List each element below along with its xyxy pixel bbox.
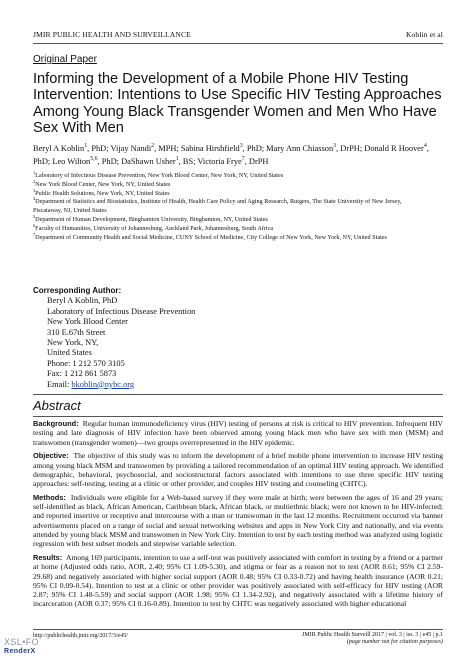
author-degree: , PhD; [33,144,429,166]
author [197,157,268,166]
author [52,157,121,166]
author-affiliation-mark: 1 [84,143,88,150]
affiliation-text: Faculty of Humanities, University of Johannesburg, Auckland Park, Johannesburg, South Africa [35,224,274,232]
corresponding-line: Laboratory of Infectious Disease Prevention [47,306,196,316]
affiliation-number: 5 [33,213,36,219]
affiliation [33,178,444,190]
footer-rule [33,629,443,630]
author-affiliation-mark: 3 [239,143,243,150]
affiliation-number: 1 [33,169,36,175]
affiliation [33,231,444,243]
author-degree: , DrPH; [336,144,365,153]
section-text: Among 169 participants, intention to use a self-test was positively associated with comfort in testing by a friend or a partner at home (Adjusted odds ratio, AOR, 2.40; 95% CI 1.09-5.30), and stigma or fear as a reason not to test (AOR 8.61; 95% CI 2.59-29.68) and negatively associated with higher social support (AOR 0.48; 95% CI 0.33-0.72) and having health insurance (AOR 0.21; 95% CI 0.09-0.54). Intention to test at a clinic or other provider was positively associated with self-efficacy for HIV testing (AOR 2.87; 95% CI 1.48-5.59) and social support (AOR 1.98; 95% CI 1.34-2.92), and negatively associated with a lifetime history of incarceration (AOR 0.37; 95% CI 0.16-0.89). Intention to test by CHTC was negatively associated with higher educational [33,553,443,609]
affiliation-number: 4 [33,196,36,202]
affiliation-text: New York Blood Center, New York, NY, United States [35,180,171,188]
article-url[interactable]: http://publichealth.jmir.org/2017/3/e45/ [33,633,128,639]
affiliation-number: 7 [33,231,36,237]
running-header [33,30,443,42]
section-text: The objective of this study was to inform the development of a brief mobile phone intervention to increase HIV testing among young black MSM and transwomen by providing a tailored recommendation of an optimal HIV testing approach. We identified demographic, behavioral, psychosocial, and sociostructural factors associated with intentions to use three specific HIV testing approaches: self-testing, testing at a clinic or other provider, and couples HIV testing and counseling (CHTC). [33,451,444,489]
author-degree: , BS; [178,156,198,166]
corresponding-line: New York Blood Center [47,317,128,327]
affiliation-text: Department of Statistics and Biostatistics, Institute of Health, Health Care Policy and Aging Research, Rutgers, The State University of New Jersey, [35,198,402,206]
author-name: DaShawn Usher [121,156,176,166]
author-list [33,143,444,168]
author-degree: , PhD; [242,144,267,153]
abstract-rule [33,416,443,417]
affiliation-number: 2 [33,178,36,184]
author [181,144,266,153]
corresponding-line: Fax: 1 212 861 5873 [47,369,117,379]
section-text: Individuals were eligible for a Web-based survey if they were male at birth; were between the ages of 16 and 29 years; self-identified as black, African American, Caribbean black, African black, or multiethnic black; were not known to be HIV-infected; and reported insertive or receptive anal intercourse with a man or transwoman in the last 12 months. Recruitment occurred via banner advertisements placed on a range of social and sexual networking websites and apps in New York City and nationally, and via events attended by young black MSM and transwomen in New York City. Intention to test by each testing method was analyzed using logistic regression with best subset models and stepwise variable selection. [33,492,444,549]
section-label: Methods: [33,492,66,502]
abstract-section [33,493,443,549]
author-name: Victoria Frye [197,156,242,166]
author-affiliation-mark: 3 [333,143,337,150]
affiliation-text: Department of Community Health and Social Medicine, CUNY School of Medicine, City College of New York, New York, NY, United States [35,233,387,241]
citation-block [302,632,443,647]
author-degree: , MPH; [154,144,181,153]
corresponding-line: Beryl A Koblin, PhD [47,296,118,306]
paper-title: Informing the Development of a Mobile Phone HIV Testing Intervention: Intentions to Use Specific HIV Testing Approaches Among Young Black Transgender Women and Men Who Have Sex With Men [33,71,442,137]
email-line [33,380,195,390]
section-label: Objective: [33,451,69,461]
author-short: Koblin et al [405,30,443,39]
author-degree: , PhD; [97,156,122,166]
author-affiliation-mark: 1 [175,155,179,162]
abstract-section [33,451,443,488]
abstract-section [33,419,443,447]
corresponding-line: United States [47,348,92,358]
affiliation-text: Laboratory of Infectious Disease Prevention, New York Blood Center, New York, NY, United States [35,172,284,179]
header-rule [33,43,443,44]
abstract-top-rule [33,394,443,395]
author-affiliation-mark: 2 [151,143,155,150]
affiliation [33,222,444,234]
author-name: Vijay Nandi [110,144,152,153]
watermark-bottom: RenderX [4,648,36,655]
corresponding-line: New York, NY, [47,338,99,348]
abstract-heading: Abstract [33,398,81,413]
affiliation-continuation: Piscataway, NJ, United States [33,207,107,215]
watermark-top: XSL•FO [4,637,40,647]
affiliation [33,198,444,207]
section-text: Regular human immunodeficiency virus (HIV) testing of persons at risk is critical to HIV prevention. Infrequent HIV testing and late diagnosis of HIV infection have been observed among young black men who have sex with men (MSM) and transwomen (transgender women)—two groups overrepresented in the HIV epidemic. [33,419,444,447]
author-name: Sabina Hirshfield [180,144,240,153]
affiliations [33,169,444,242]
section-label: Results: [33,553,63,563]
email-link[interactable]: bkoblin@nybc.org [71,379,135,389]
journal-name: JMIR PUBLIC HEALTH AND SURVEILLANCE [33,30,191,39]
author-name: Leo Wilton [52,156,91,166]
affiliation [33,213,444,225]
xslfo-watermark [4,637,39,657]
corresponding-author [33,286,195,390]
affiliation-text: Department of Human Development, Binghamton University, Binghamton, NY, United States [35,215,268,223]
author-affiliation-mark: 5,6 [90,155,98,162]
corresponding-line: 310 E.67th Street [47,327,106,337]
author [266,144,364,153]
affiliation-number: 3 [33,187,36,193]
citation-note: (page number not for citation purposes) [346,639,443,646]
section-label: Background: [33,419,79,428]
affiliation-number: 6 [33,222,36,228]
affiliation [33,169,444,181]
abstract-body [33,419,443,613]
author-degree: , PhD; [87,144,111,153]
author [110,144,180,153]
author [121,157,197,166]
email-label: Email: [47,379,72,389]
author-name: Donald R Hoover [364,144,424,153]
affiliation-text: Public Health Solutions, New York, NY, United States [35,189,170,197]
corresponding-heading: Corresponding Author: [33,286,122,295]
corresponding-line: Phone: 1 212 570 3105 [47,358,125,368]
author-degree: , DrPH [244,156,269,166]
author [33,144,110,153]
author-affiliation-mark: 4 [423,143,427,150]
author-affiliation-mark: 7 [241,155,245,162]
author-name: Mary Ann Chiasson [266,144,334,153]
citation: JMIR Public Health Surveill 2017 | vol. 3 | iss. 3 | e45 | p.1 [302,632,443,638]
abstract-section [33,553,443,609]
author-name: Beryl A Koblin [33,144,85,153]
article-type: Original Paper [33,54,97,65]
